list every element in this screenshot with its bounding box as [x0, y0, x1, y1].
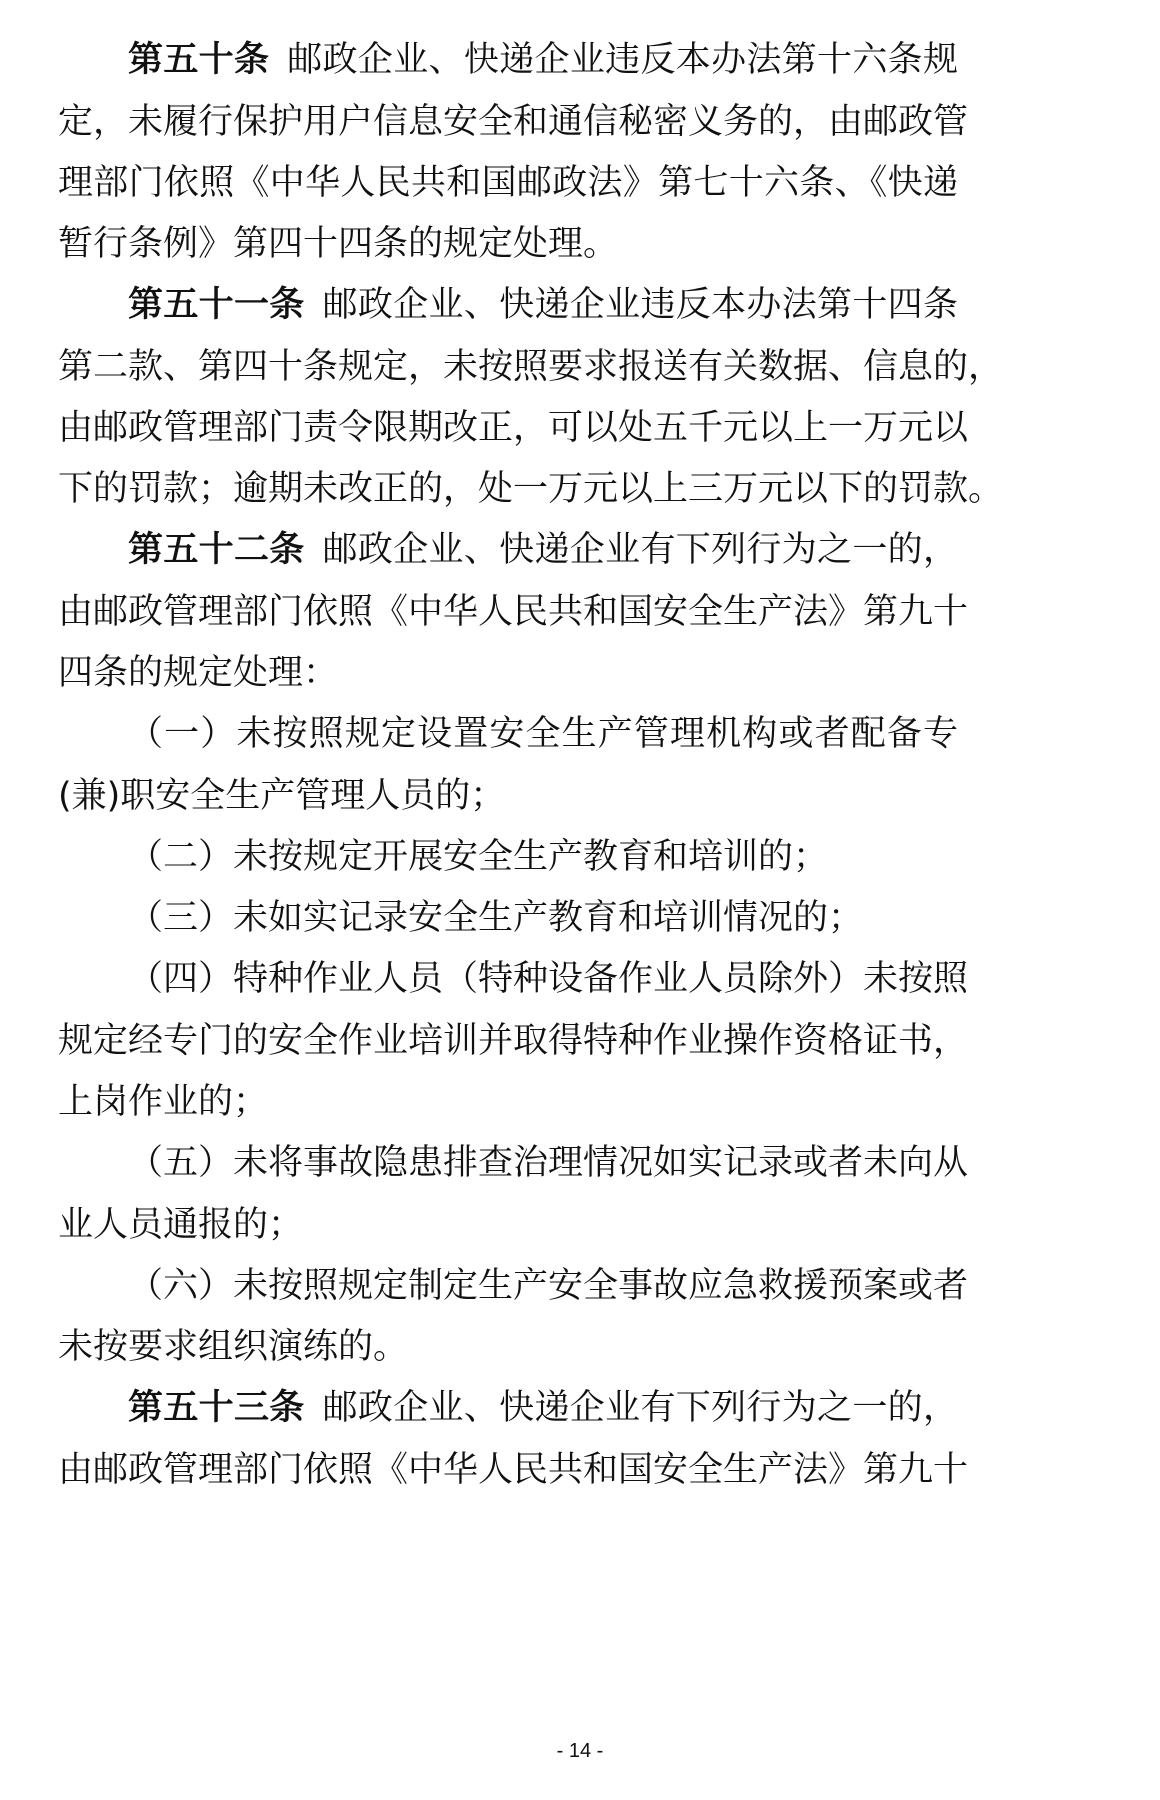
item-5-line-2: 业人员通报的； [58, 1205, 304, 1245]
article-50-line-3: 理部门依照《中华人民共和国邮政法》第七十六条、《快递 [58, 163, 958, 203]
item-1-line-2: (兼)职安全生产管理人员的； [58, 776, 506, 816]
item-4-line-1: （四）特种作业人员（特种设备作业人员除外）未按照 [128, 959, 969, 999]
item-6-line-2: 未按要求组织演练的。 [58, 1327, 409, 1367]
article-53-title: 第五十三条 [128, 1388, 305, 1428]
article-51-line-4: 下的罚款；逾期未改正的，处一万元以上三万元以下的罚款。 [58, 469, 1004, 509]
article-52-line-2: 由邮政管理部门依照《中华人民共和国安全生产法》第九十 [58, 592, 969, 632]
page-number: - 14 - [556, 1740, 604, 1762]
article-50-line-2: 定，未履行保护用户信息安全和通信秘密义务的，由邮政管 [58, 102, 969, 142]
article-52-line-3: 四条的规定处理： [58, 653, 339, 693]
article-50-line-1: 第五十条 邮政企业、快递企业违反本办法第十六条规 [128, 40, 958, 80]
article-52-line-1: 第五十二条 邮政企业、快递企业有下列行为之一的， [128, 530, 958, 570]
article-53-line-2: 由邮政管理部门依照《中华人民共和国安全生产法》第九十 [58, 1450, 969, 1490]
item-3-line-1: （三）未如实记录安全生产教育和培训情况的； [128, 898, 864, 938]
article-51-line-1: 第五十一条 邮政企业、快递企业违反本办法第十四条 [128, 285, 958, 325]
item-4-line-2: 规定经专门的安全作业培训并取得特种作业操作资格证书， [58, 1021, 969, 1061]
article-50-line-4: 暂行条例》第四十四条的规定处理。 [58, 224, 619, 264]
article-50-title: 第五十条 [128, 40, 270, 80]
article-53-line-1: 第五十三条 邮政企业、快递企业有下列行为之一的， [128, 1388, 958, 1428]
article-51-line-2: 第二款、第四十条规定，未按照要求报送有关数据、信息的， [58, 347, 1004, 387]
item-6-line-1: （六）未按照规定制定生产安全事故应急救援预案或者 [128, 1266, 969, 1306]
item-1-line-1: （一）未按照规定设置安全生产管理机构或者配备专 [128, 714, 958, 754]
article-51-line-3: 由邮政管理部门责令限期改正，可以处五千元以上一万元以 [58, 408, 969, 448]
article-51-title: 第五十一条 [128, 285, 305, 325]
article-52-title: 第五十二条 [128, 530, 305, 570]
item-4-line-3: 上岗作业的； [58, 1082, 269, 1122]
item-2-line-1: （二）未按规定开展安全生产教育和培训的； [128, 837, 829, 877]
item-5-line-1: （五）未将事故隐患排查治理情况如实记录或者未向从 [128, 1143, 969, 1183]
